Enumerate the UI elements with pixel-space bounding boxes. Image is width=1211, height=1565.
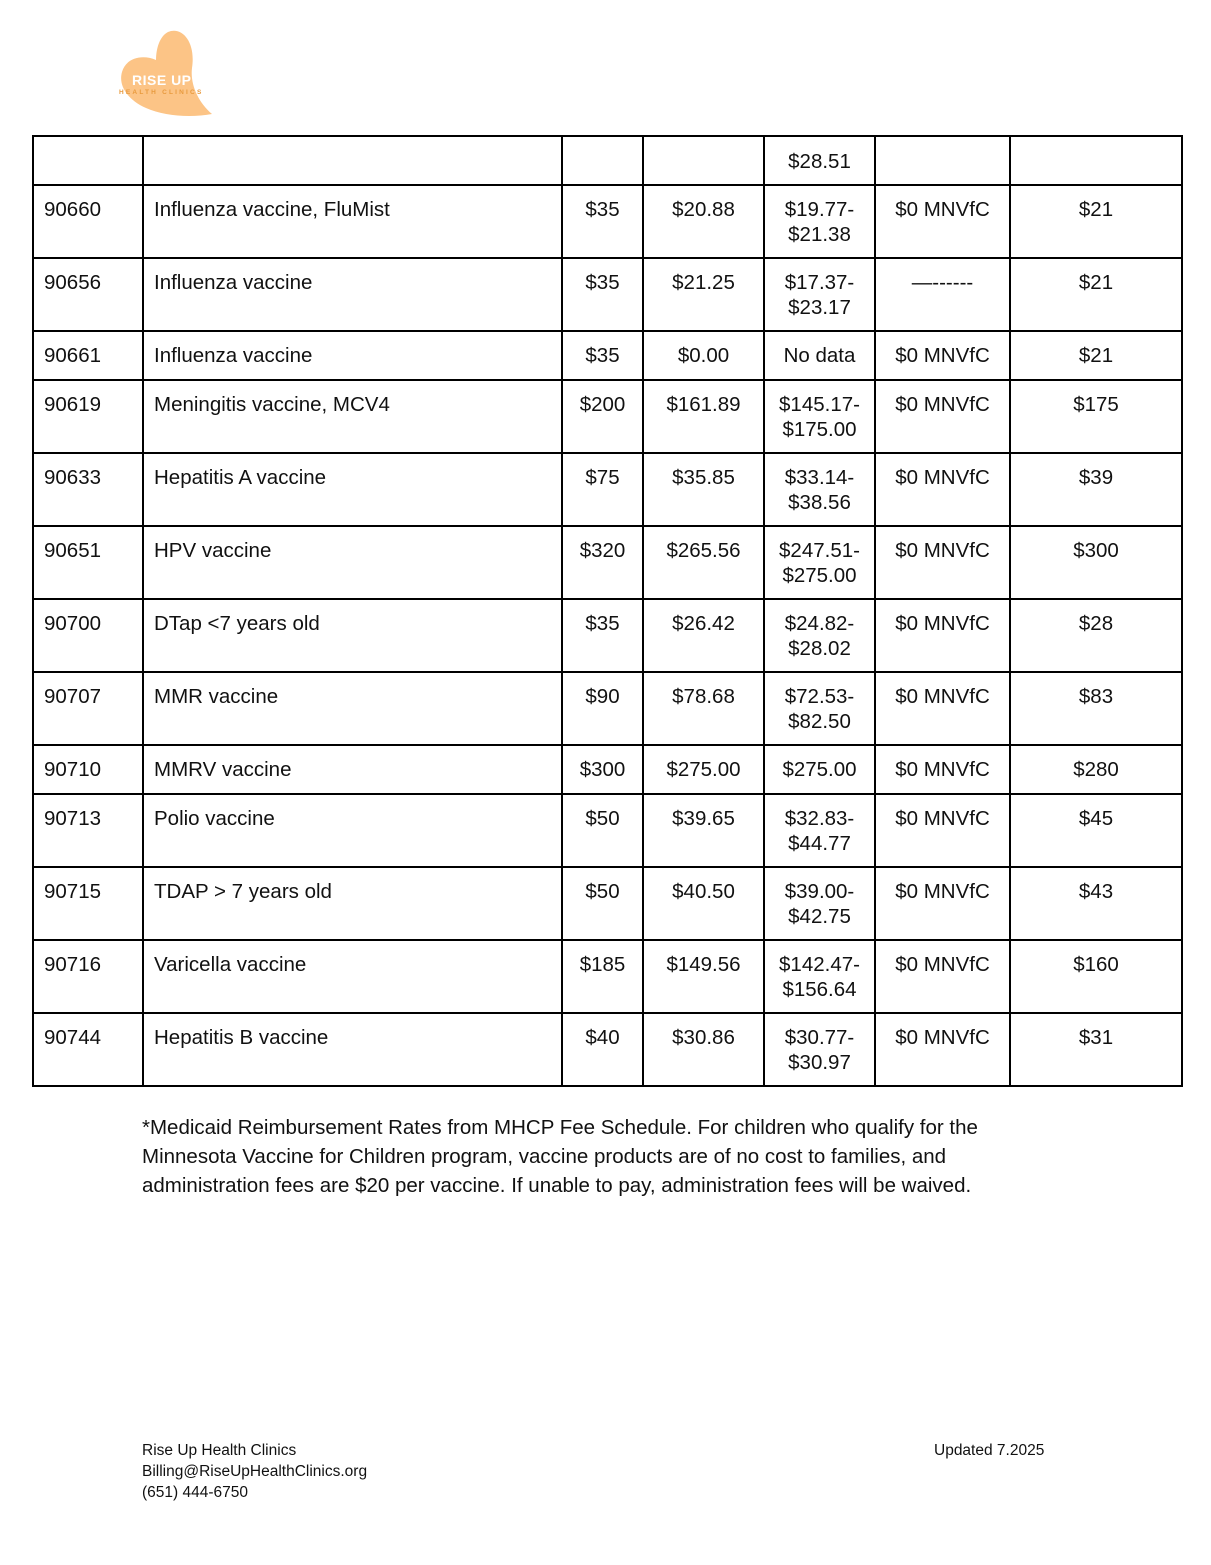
mnvfc-cell: $0 MNVfC bbox=[875, 453, 1010, 526]
table-row bbox=[33, 1013, 1182, 1086]
price-range-cell: $28.51 bbox=[764, 136, 875, 185]
description-cell: MMR vaccine bbox=[143, 672, 562, 745]
medicaid-rate-cell: $39.65 bbox=[643, 794, 764, 867]
mnvfc-cell: $0 MNVfC bbox=[875, 331, 1010, 380]
clinic-fee-cell: $90 bbox=[562, 672, 643, 745]
mnvfc-cell: $0 MNVfC bbox=[875, 185, 1010, 258]
medicaid-rate-cell: $40.50 bbox=[643, 867, 764, 940]
clinic-fee-cell: $75 bbox=[562, 453, 643, 526]
description-cell bbox=[143, 136, 562, 185]
cpt-code-cell: 90707 bbox=[33, 672, 143, 745]
mnvfc-cell: —------ bbox=[875, 258, 1010, 331]
clinic-fee-cell: $200 bbox=[562, 380, 643, 453]
mnvfc-cell: $0 MNVfC bbox=[875, 380, 1010, 453]
mnvfc-cell: $0 MNVfC bbox=[875, 1013, 1010, 1086]
description-cell: Influenza vaccine, FluMist bbox=[143, 185, 562, 258]
clinic-fee-cell: $35 bbox=[562, 185, 643, 258]
clinic-fee-cell: $40 bbox=[562, 1013, 643, 1086]
medicaid-rate-cell: $26.42 bbox=[643, 599, 764, 672]
clinic-fee-cell: $320 bbox=[562, 526, 643, 599]
mnvfc-cell: $0 MNVfC bbox=[875, 794, 1010, 867]
price-range-cell: No data bbox=[764, 331, 875, 380]
medicaid-rate-cell bbox=[643, 136, 764, 185]
medicaid-footnote: *Medicaid Reimbursement Rates from MHCP Fee Schedule. For children who qualify for the Minnesota Vaccine for Children program, vaccine products are of no cost to families, and administration fees are $20 per vaccine. If unable to pay, administration fees will be waived. bbox=[142, 1116, 978, 1197]
cpt-code-cell: 90661 bbox=[33, 331, 143, 380]
table-row bbox=[33, 940, 1182, 1013]
table-row bbox=[33, 599, 1182, 672]
table-row bbox=[33, 380, 1182, 453]
table-row bbox=[33, 526, 1182, 599]
table-row bbox=[33, 453, 1182, 526]
table-row bbox=[33, 136, 1182, 185]
price-range-cell: $39.00- $42.75 bbox=[764, 867, 875, 940]
admin-fee-cell: $21 bbox=[1010, 258, 1182, 331]
description-cell: Meningitis vaccine, MCV4 bbox=[143, 380, 562, 453]
mnvfc-cell: $0 MNVfC bbox=[875, 599, 1010, 672]
admin-fee-cell: $300 bbox=[1010, 526, 1182, 599]
description-cell: Varicella vaccine bbox=[143, 940, 562, 1013]
medicaid-rate-cell: $30.86 bbox=[643, 1013, 764, 1086]
mnvfc-cell: $0 MNVfC bbox=[875, 672, 1010, 745]
clinic-fee-cell bbox=[562, 136, 643, 185]
admin-fee-cell: $21 bbox=[1010, 185, 1182, 258]
mnvfc-cell: $0 MNVfC bbox=[875, 526, 1010, 599]
price-range-cell: $30.77- $30.97 bbox=[764, 1013, 875, 1086]
admin-fee-cell: $28 bbox=[1010, 599, 1182, 672]
footer-org-name: Rise Up Health Clinics bbox=[142, 1442, 297, 1459]
cpt-code-cell: 90744 bbox=[33, 1013, 143, 1086]
medicaid-rate-cell: $0.00 bbox=[643, 331, 764, 380]
admin-fee-cell: $43 bbox=[1010, 867, 1182, 940]
admin-fee-cell: $83 bbox=[1010, 672, 1182, 745]
table-row bbox=[33, 331, 1182, 380]
table-row bbox=[33, 794, 1182, 867]
price-range-cell: $33.14- $38.56 bbox=[764, 453, 875, 526]
clinic-fee-cell: $300 bbox=[562, 745, 643, 794]
cpt-code-cell: 90619 bbox=[33, 380, 143, 453]
clinic-fee-cell: $185 bbox=[562, 940, 643, 1013]
medicaid-rate-cell: $149.56 bbox=[643, 940, 764, 1013]
cpt-code-cell: 90713 bbox=[33, 794, 143, 867]
medicaid-rate-cell: $21.25 bbox=[643, 258, 764, 331]
description-cell: Influenza vaccine bbox=[143, 258, 562, 331]
cpt-code-cell: 90651 bbox=[33, 526, 143, 599]
table-row bbox=[33, 745, 1182, 794]
admin-fee-cell: $21 bbox=[1010, 331, 1182, 380]
admin-fee-cell: $31 bbox=[1010, 1013, 1182, 1086]
description-cell: HPV vaccine bbox=[143, 526, 562, 599]
medicaid-rate-cell: $20.88 bbox=[643, 185, 764, 258]
price-range-cell: $145.17- $175.00 bbox=[764, 380, 875, 453]
clinic-fee-cell: $35 bbox=[562, 258, 643, 331]
cpt-code-cell: 90716 bbox=[33, 940, 143, 1013]
medicaid-rate-cell: $275.00 bbox=[643, 745, 764, 794]
table-row bbox=[33, 185, 1182, 258]
description-cell: Hepatitis B vaccine bbox=[143, 1013, 562, 1086]
clinic-fee-cell: $35 bbox=[562, 599, 643, 672]
price-range-cell: $17.37- $23.17 bbox=[764, 258, 875, 331]
footer-contact bbox=[142, 1440, 367, 1503]
table-row bbox=[33, 867, 1182, 940]
table-row bbox=[33, 258, 1182, 331]
description-cell: DTap <7 years old bbox=[143, 599, 562, 672]
cpt-code-cell: 90633 bbox=[33, 453, 143, 526]
price-range-cell: $32.83- $44.77 bbox=[764, 794, 875, 867]
cpt-code-cell: 90710 bbox=[33, 745, 143, 794]
admin-fee-cell bbox=[1010, 136, 1182, 185]
footer-phone: (651) 444-6750 bbox=[142, 1484, 248, 1501]
price-range-cell: $247.51- $275.00 bbox=[764, 526, 875, 599]
footer-email: Billing@RiseUpHealthClinics.org bbox=[142, 1463, 368, 1480]
mnvfc-cell: $0 MNVfC bbox=[875, 940, 1010, 1013]
vaccine-fee-table bbox=[32, 135, 1183, 1087]
mnvfc-cell bbox=[875, 136, 1010, 185]
price-range-cell: $275.00 bbox=[764, 745, 875, 794]
table-body bbox=[33, 136, 1182, 1086]
price-range-cell: $19.77- $21.38 bbox=[764, 185, 875, 258]
description-cell: TDAP > 7 years old bbox=[143, 867, 562, 940]
admin-fee-cell: $160 bbox=[1010, 940, 1182, 1013]
medicaid-rate-cell: $35.85 bbox=[643, 453, 764, 526]
description-cell: MMRV vaccine bbox=[143, 745, 562, 794]
description-cell: Hepatitis A vaccine bbox=[143, 453, 562, 526]
clinic-fee-cell: $50 bbox=[562, 867, 643, 940]
rise-up-logo bbox=[116, 28, 216, 118]
table-row bbox=[33, 672, 1182, 745]
cpt-code-cell: 90700 bbox=[33, 599, 143, 672]
admin-fee-cell: $280 bbox=[1010, 745, 1182, 794]
price-range-cell: $72.53- $82.50 bbox=[764, 672, 875, 745]
mnvfc-cell: $0 MNVfC bbox=[875, 745, 1010, 794]
description-cell: Influenza vaccine bbox=[143, 331, 562, 380]
admin-fee-cell: $45 bbox=[1010, 794, 1182, 867]
medicaid-rate-cell: $161.89 bbox=[643, 380, 764, 453]
price-range-cell: $142.47- $156.64 bbox=[764, 940, 875, 1013]
medicaid-rate-cell: $78.68 bbox=[643, 672, 764, 745]
mnvfc-cell: $0 MNVfC bbox=[875, 867, 1010, 940]
logo-tagline: HEALTH CLINICS bbox=[119, 89, 204, 96]
price-range-cell: $24.82- $28.02 bbox=[764, 599, 875, 672]
clinic-fee-cell: $50 bbox=[562, 794, 643, 867]
cpt-code-cell: 90660 bbox=[33, 185, 143, 258]
cpt-code-cell bbox=[33, 136, 143, 185]
admin-fee-cell: $175 bbox=[1010, 380, 1182, 453]
cpt-code-cell: 90656 bbox=[33, 258, 143, 331]
footer-updated-date: Updated 7.2025 bbox=[934, 1442, 1045, 1459]
clinic-fee-cell: $35 bbox=[562, 331, 643, 380]
cpt-code-cell: 90715 bbox=[33, 867, 143, 940]
logo-name: RISE UP bbox=[132, 72, 192, 88]
description-cell: Polio vaccine bbox=[143, 794, 562, 867]
medicaid-rate-cell: $265.56 bbox=[643, 526, 764, 599]
admin-fee-cell: $39 bbox=[1010, 453, 1182, 526]
